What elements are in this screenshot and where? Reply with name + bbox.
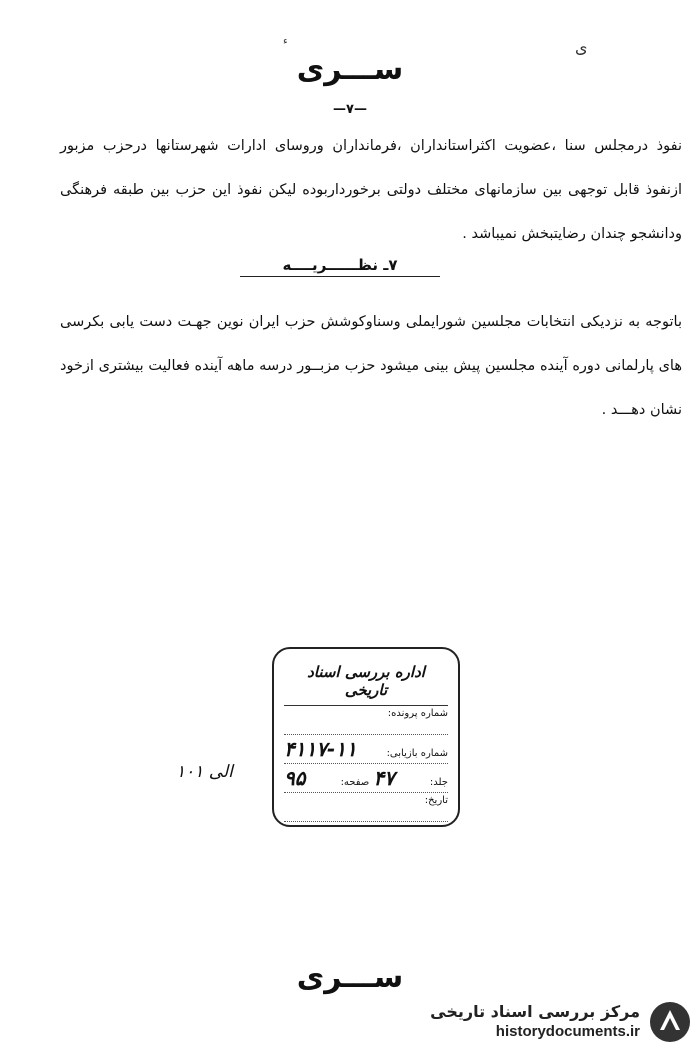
stamp-row — [284, 795, 448, 822]
stamp-label: تاریخ: — [424, 795, 448, 806]
stamp-row — [284, 708, 448, 735]
paragraph-1: نفوذ درمجلس سنا ،عضویت اکثراستانداران ،فرمانداران وروسای ادارات شهرستانها درحزب مزبور ازنفوذ قابل توجهی بین سازمانهای مختلف دولتی برخورداربوده لیکن نفوذ این حزب بین طبقه فرهنگی ودانشجو چندان رضایتبخش نمیباشد . — [60, 138, 682, 242]
stamp-row — [284, 737, 448, 764]
scan-speck: ء — [283, 36, 288, 47]
archive-logo-icon — [648, 1000, 692, 1044]
stamp-label: صفحه: — [340, 777, 370, 788]
stamp-row — [284, 766, 448, 793]
watermark-name: مرکز بررسی اسناد تاریخی — [430, 1002, 640, 1021]
stamp-value: ۴۷ — [373, 766, 395, 790]
classification-header: ســـرى — [296, 52, 404, 87]
watermark-text — [430, 1002, 640, 1042]
stamp-title: اداره بررسی اسناد تاریخی — [284, 655, 448, 706]
stamp-value: ۴۱۱۷-۱۱ — [284, 737, 357, 761]
section-heading: ۷ـ نظــــــریــــه — [240, 256, 440, 277]
page-range-note: الی ۱۰۱ — [176, 762, 233, 782]
watermark-url[interactable]: historydocuments.ir — [495, 1023, 640, 1040]
stamp-label: جلد: — [429, 777, 448, 788]
stamp-label: شماره پرونده: — [387, 708, 448, 719]
scan-speck: ی — [575, 38, 588, 57]
stamp-value: ۹۵ — [284, 766, 306, 790]
archive-stamp — [272, 647, 460, 827]
paragraph-2: باتوجه به نزدیکی انتخابات مجلسین شورایملی وسناوکوشش حزب ایران نوین جهـت دست یابی بکرسی های پارلمانی دوره آینده مجلسین پیش بینی میشود حزب مزبــور درسه ماهه آینده فعالیت بیشتری ازخود نشان دهـــد . — [60, 314, 682, 418]
watermark[interactable] — [402, 999, 692, 1045]
classification-footer: ســـرى — [296, 960, 404, 995]
page-number: —۷— — [333, 102, 367, 117]
stamp-label: شماره بازیابی: — [386, 748, 448, 759]
